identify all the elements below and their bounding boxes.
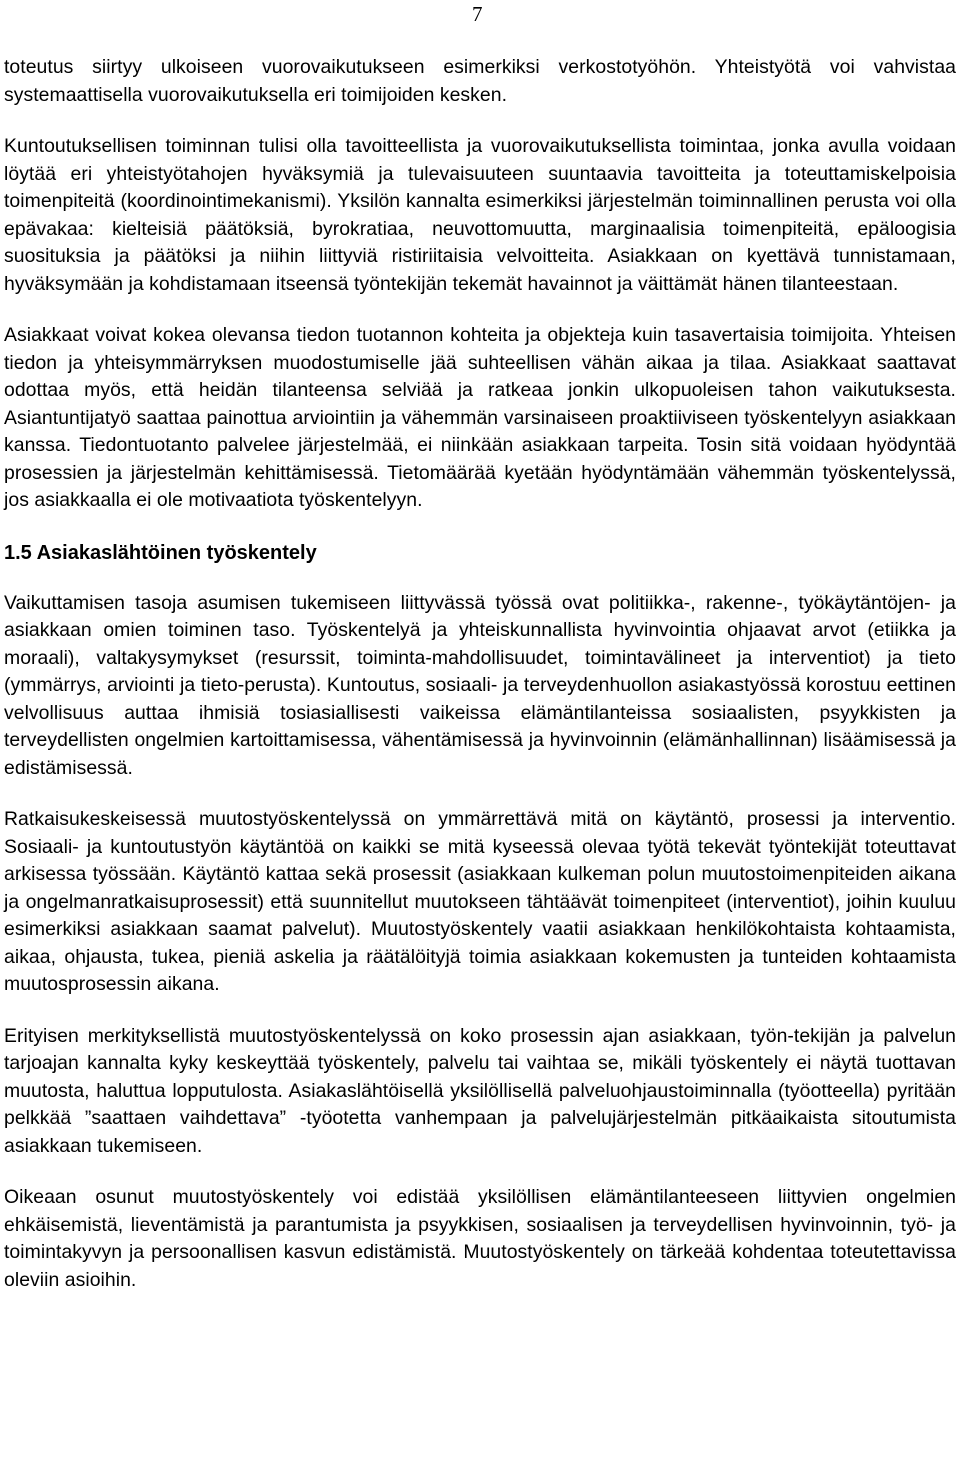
body-paragraph: Ratkaisukeskeisessä muutostyöskentelyssä on ymmärrettävä mitä on käytäntö, prosessi ja interventio. Sosiaali- ja kuntoutustyön käytäntöä on kaikki se mitä kyseessä olevaa työtä tekevät työntekijät toteuttavat arkisessa työssään. Käytäntö kattaa sekä prosessit (asiakkaan kulkeman polun muutostoimenpiteiden aikana ja ongelmanratkaisuprosessit) että suunnitellut muutokseen tähtäävät toimenpiteet (interventiot), joihin kuuluu esimerkiksi asiakkaan saamat palvelut). Muutostyöskentely vaatii asiakkaan henkilökohtaista kohtaamista, aikaa, ohjausta, tukea, pieniä askelia ja räätälöityjä toimia asiakkaan kokemusten ja tunteiden kohtaamista muutosprosessin aikana. [4, 808, 956, 995]
section-heading: 1.5 Asiakaslähtöinen työskentely [4, 541, 317, 564]
body-paragraph: Kuntoutuksellisen toiminnan tulisi olla tavoitteellista ja vuorovaikutuksellista toimintaa, jonka avulla voidaan löytää eri yhteistyötahojen hyväksymiä ja tulevaisuuteen suuntaavia tavoitteita ja toteuttamiskelpoisia toimenpiteitä (koordinointimekanismi). Yksilön kannalta esimerkiksi järjestelmän toiminnallinen perusta voi olla epävakaa: kielteisiä päätöksiä, byrokratiaa, neuvottomuutta, marginaalisia toimenpiteitä, epäloogisia suosituksia ja päätöksi ja niihin liittyviä ristiriitaisia velvoitteita. Asiakkaan on kyettävä tunnistamaan, hyväksymään ja kohdistamaan itseensä työntekijän tekemät havainnot ja väittämät hänen tilanteestaan. [4, 135, 956, 295]
body-paragraph: Vaikuttamisen tasoja asumisen tukemiseen liittyvässä työssä ovat politiikka-, rakenne-, työkäytäntöjen- ja asiakkaan omien toiminen taso. Työskentelyä ja yhteiskunnallista hyvinvointia ohjaavat arvot (etiikka ja moraali), valtakysymykset (resurssit, toiminta-mahdollisuudet, toimintavälineet ja interventiot) ja tieto (ymmärrys, arviointi ja tieto-perusta). Kuntoutus, sosiaali- ja terveydenhuollon asiakastyössä korostuu eettinen velvollisuus auttaa ihmisiä tosiasiallisesti vaikeissa elämäntilanteissa sosiaalisten, psyykkisten ja terveydellisten ongelmien kartoittamisessa, vähentämisessä ja hyvinvoinnin (elämänhallinnan) lisäämisessä ja edistämisessä. [4, 591, 956, 779]
body-paragraph: Erityisen merkityksellistä muutostyöskentelyssä on koko prosessin ajan asiakkaan, työn-tekijän ja palvelun tarjoajan kannalta kyky keskeyttää työskentely, palvelu tai vaihtaa se, mikäli työskentely ei näytä tuottavan muutosta, haluttua lopputulosta. Asiakaslähtöisellä yksilöllisellä palveluohjaustoiminnalla (työotteella) pyritään pelkkää ”saattaen vaihdettava” -työotetta vanhempaan ja palvelujärjestelmän pitkäaikaista sitoutumista asiakkaan tukemiseen. [4, 1024, 956, 1157]
page-number: 7 [472, 2, 483, 26]
body-paragraph: Asiakkaat voivat kokea olevansa tiedon tuotannon kohteita ja objekteja kuin tasavertaisia toimijoita. Yhteisen tiedon ja yhteisymmärryksen muodostumiselle jää suhteellisen vähän aikaa ja tilaa. Asiakkaat saattavat odottaa myös, että heidän tilanteensa selviää ja ratkeaa jonkin ulkopuoleisen tahon vaikutuksesta. Asiantuntijatyö saattaa painottua arviointiin ja vähemmän varsinaiseen proaktiiviseen työskentelyyn asiakkaan kanssa. Tiedontuotanto palvelee järjestelmää, ei niinkään asiakkaan tarpeita. Tosin sitä voidaan hyödyntää prosessien ja järjestelmän kehittämisessä. Tietomäärää kyetään hyödyntämään vähemmän työskentelyssä, jos asiakkaalla ei ole motivaatiota työskentelyyn. [4, 324, 956, 511]
body-paragraph: Oikeaan osunut muutostyöskentely voi edistää yksilöllisen elämäntilanteeseen liittyvien ongelmien ehkäisemistä, lieventämistä ja parantumista ja psyykkisen, sosiaalisen ja terveydellisen hyvinvoinnin, työ- ja toimintakyvyn ja persoonallisen kasvun edistämistä. Muutostyöskentely on tärkeää kohdentaa toteutettavissa oleviin asioihin. [4, 1186, 956, 1291]
body-paragraph: toteutus siirtyy ulkoiseen vuorovaikutukseen esimerkiksi verkostotyöhön. Yhteistyötä voi vahvistaa systemaattisella vuorovaikutuksella eri toimijoiden kesken. [4, 56, 956, 106]
